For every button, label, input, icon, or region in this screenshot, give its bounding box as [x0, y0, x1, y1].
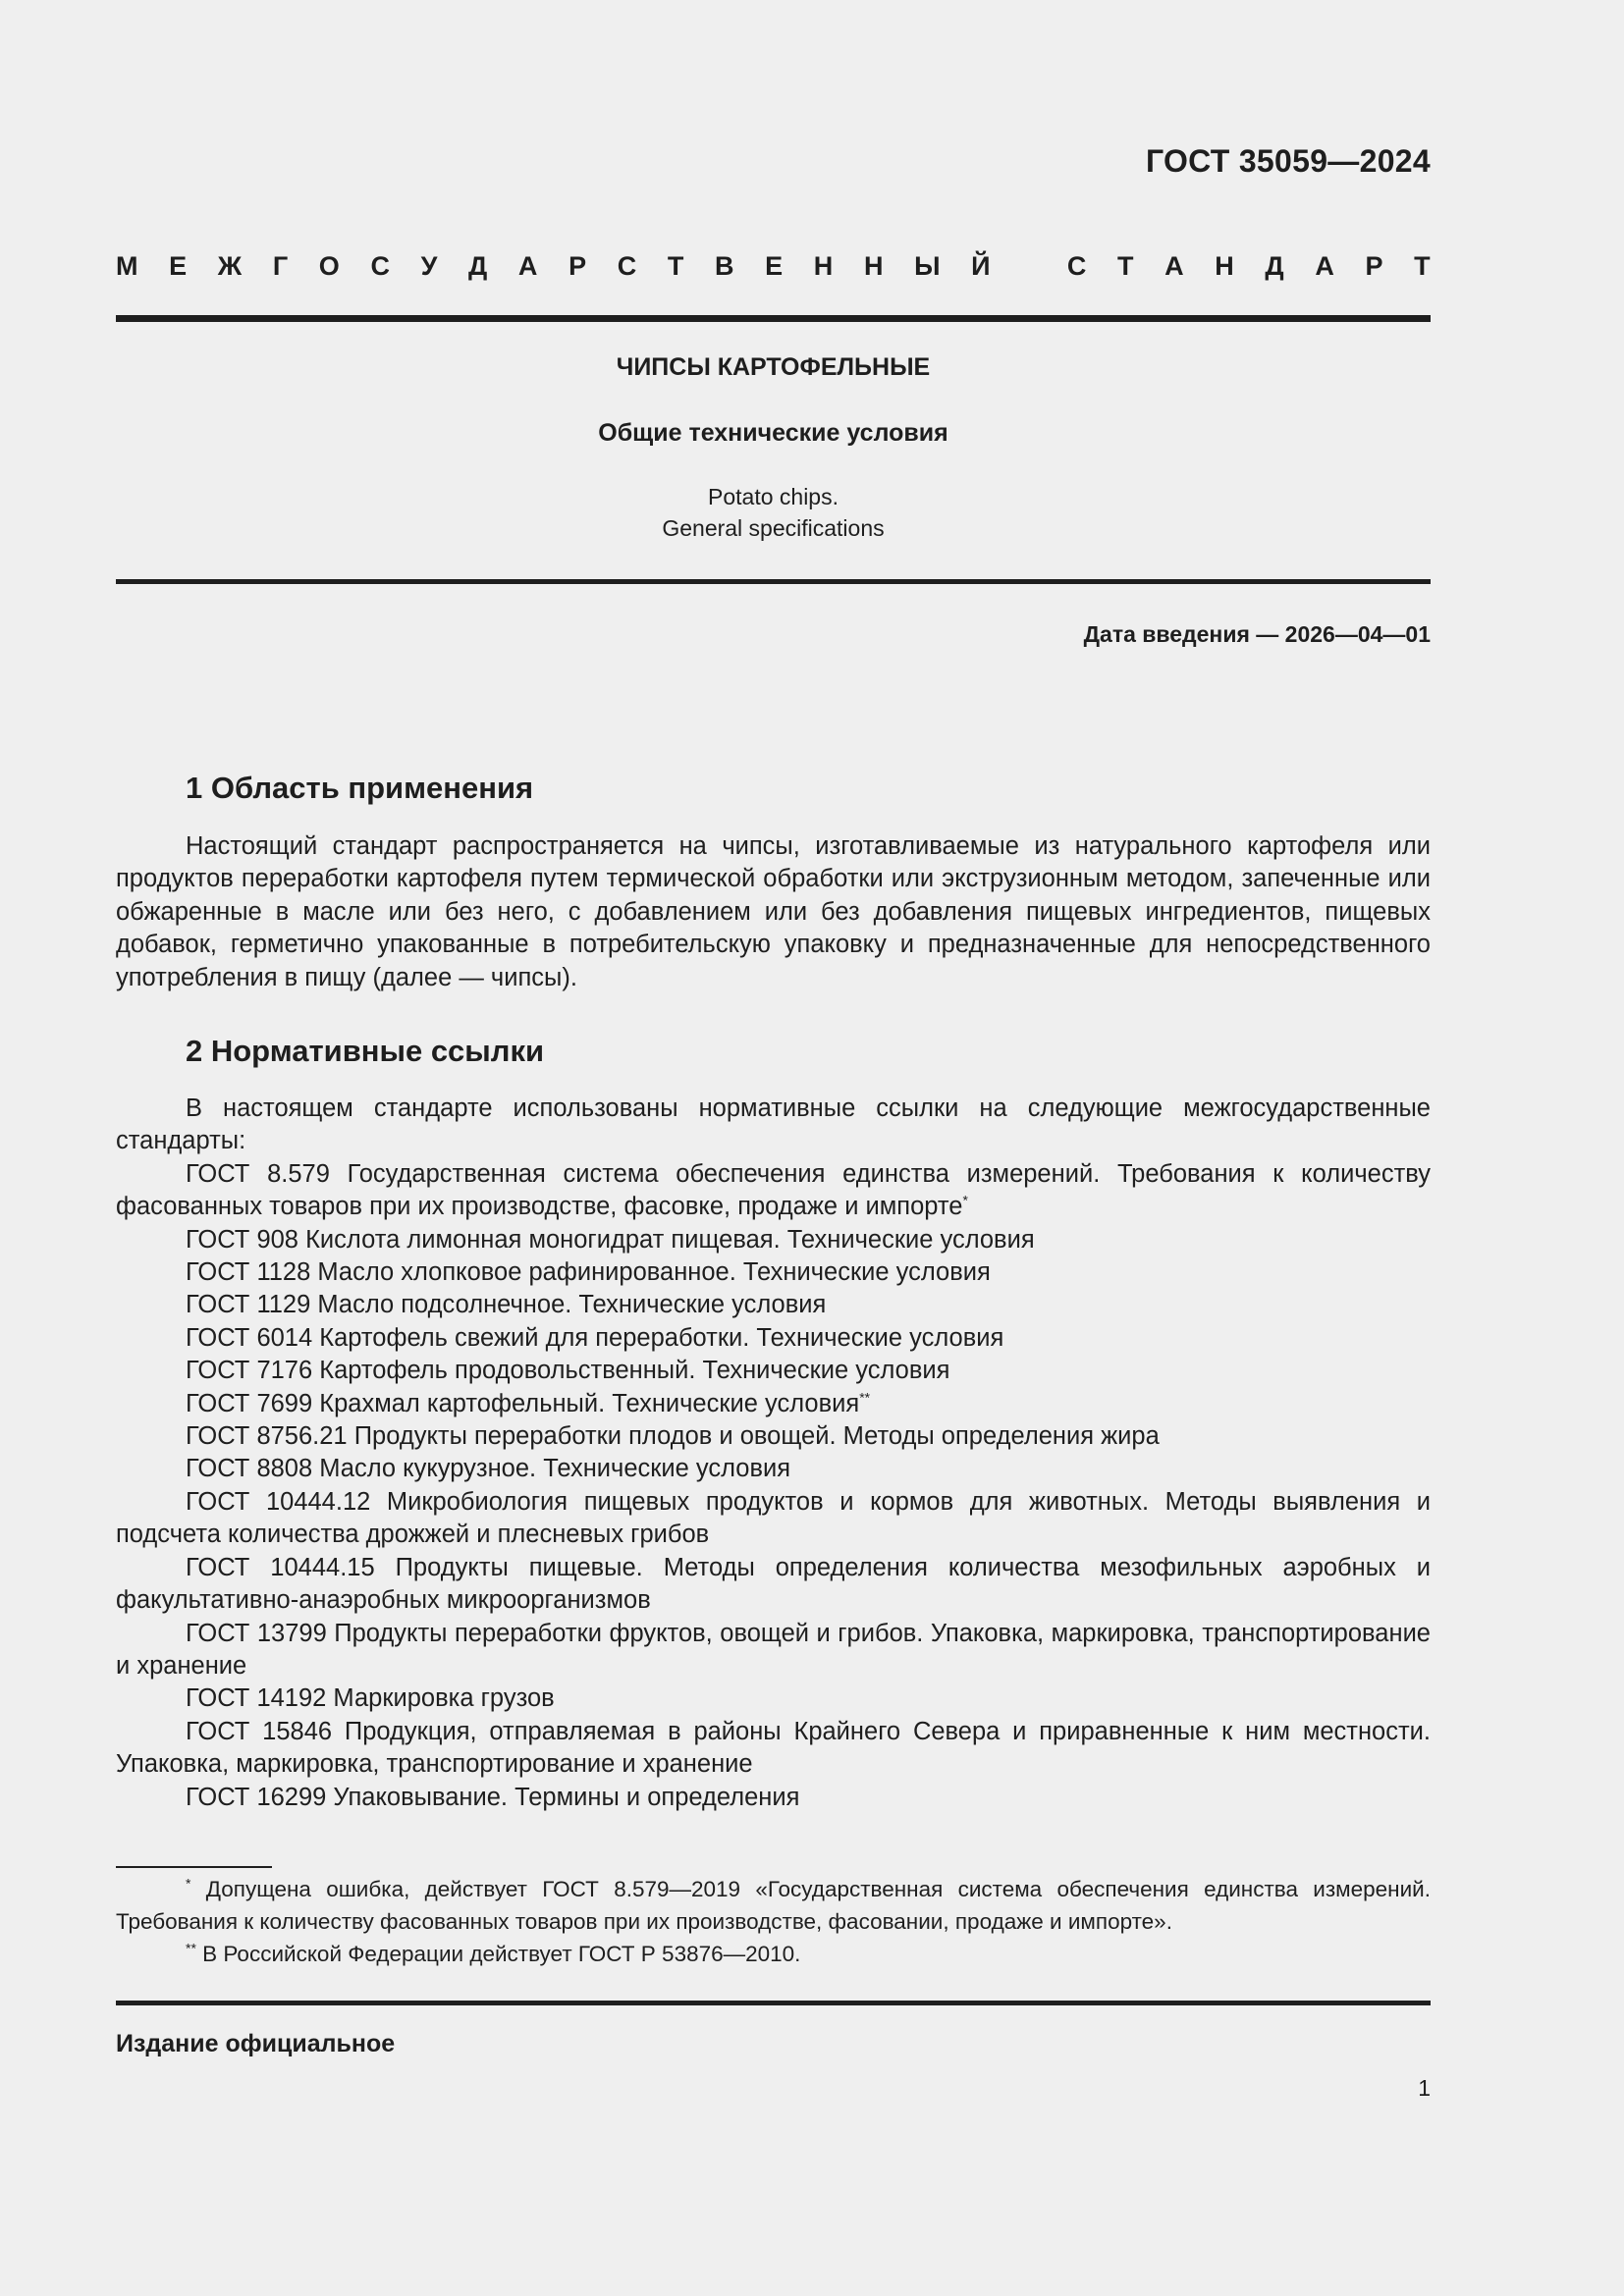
- standard-type-letter: Д: [468, 251, 488, 281]
- standard-type-letter: В: [715, 251, 734, 281]
- reference-item: [116, 1782, 1431, 1814]
- section-2-intro: В настоящем стандарте использованы нормативные ссылки на следующие межгосударственные стандарты:: [116, 1095, 1431, 1155]
- reference-text: ГОСТ 8.579 Государственная система обеспечения единства измерений. Требования к количеству фасованных товаров при их производстве, фасовке, продаже и импорте: [116, 1159, 1431, 1221]
- section-1-heading: 1 Область применения: [186, 771, 534, 805]
- footnote-mark: *: [962, 1192, 968, 1208]
- standard-type-letter: А: [1164, 251, 1184, 281]
- reference-item: [116, 1256, 1431, 1289]
- standard-type-letter: Е: [169, 251, 188, 281]
- standard-type-letter: Н: [813, 251, 834, 281]
- reference-text: ГОСТ 8756.21 Продукты переработки плодов и овощей. Методы определения жира: [186, 1422, 1160, 1451]
- section-1-body: [116, 830, 1431, 994]
- reference-text: ГОСТ 10444.12 Микробиология пищевых продуктов и кормов для животных. Методы выявления и подсчета количества дрожжей и плесневых грибов: [116, 1487, 1431, 1549]
- reference-text: ГОСТ 10444.15 Продукты пищевые. Методы определения количества мезофильных аэробных и факультативно-анаэробных микроорганизмов: [116, 1553, 1431, 1615]
- section-2-heading: 2 Нормативные ссылки: [186, 1034, 545, 1068]
- standard-type-letter: Ж: [217, 251, 243, 281]
- standard-type-letter: А: [517, 251, 538, 281]
- introduction-date: Дата введения — 2026—04—01: [1083, 621, 1431, 647]
- footnotes: [116, 1873, 1431, 1970]
- reference-item: [116, 1420, 1431, 1453]
- reference-text: ГОСТ 16299 Упаковывание. Термины и определения: [186, 1783, 800, 1811]
- reference-item: [116, 1552, 1431, 1618]
- standard-type-letter: С: [617, 251, 637, 281]
- reference-text: ГОСТ 13799 Продукты переработки фруктов, овощей и грибов. Упаковка, маркировка, транспортирование и хранение: [116, 1619, 1431, 1680]
- reference-item: [116, 1682, 1431, 1715]
- reference-item: [116, 1716, 1431, 1782]
- document-title: ЧИПСЫ КАРТОФЕЛЬНЫЕ: [616, 353, 931, 381]
- section-1-paragraph: Настоящий стандарт распространяется на чипсы, изготавливаемые из натурального картофеля или продуктов переработки картофеля путем термической обработки или экструзионным методом, запеченные или обжаренные в масле или без него, с добавлением или без добавления пищевых ингредиентов, пищевых добавок, герметично упакованные в потребительскую упаковку и предназначенные для непосредственного употребления в пищу (далее — чипсы).: [116, 832, 1431, 991]
- english-title-line-2: General specifications: [662, 515, 885, 541]
- footer-rule: [116, 2001, 1431, 2005]
- footnote-item: [116, 1873, 1431, 1938]
- document-subtitle: Общие технические условия: [598, 419, 948, 447]
- standard-type-letter: А: [1315, 251, 1334, 281]
- edition-label: Издание официальное: [116, 2030, 396, 2057]
- english-title-line-1: Potato chips.: [708, 484, 839, 509]
- standard-type-letter: Й: [971, 251, 991, 281]
- footnote-text: Допущена ошибка, действует ГОСТ 8.579—2019 «Государственная система обеспечения единства измерений. Требования к количеству фасованных товаров при их производстве, фасовании, продаже и импорте».: [116, 1877, 1431, 1934]
- reference-text: ГОСТ 7176 Картофель продовольственный. Технические условия: [186, 1357, 950, 1385]
- reference-text: ГОСТ 1129 Масло подсолнечное. Технические условия: [186, 1291, 827, 1319]
- reference-item: [116, 1289, 1431, 1321]
- section-2-body: [116, 1093, 1431, 1814]
- reference-text: ГОСТ 7699 Крахмал картофельный. Технические условия: [186, 1389, 860, 1417]
- reference-text: ГОСТ 908 Кислота лимонная моногидрат пищевая. Технические условия: [186, 1225, 1035, 1254]
- standard-type-letter: Ы: [914, 251, 941, 281]
- standard-type-letter: Г: [272, 251, 289, 281]
- reference-text: ГОСТ 14192 Маркировка грузов: [186, 1684, 555, 1713]
- reference-item: [116, 1158, 1431, 1224]
- header-top-rule: [116, 315, 1431, 322]
- reference-item: [116, 1322, 1431, 1355]
- standard-type-letter: Т: [1117, 251, 1134, 281]
- standard-type-letter: Р: [1365, 251, 1383, 281]
- standard-type-letter: Т: [667, 251, 684, 281]
- standard-type-letter: Е: [765, 251, 784, 281]
- normative-references-list: [116, 1158, 1431, 1814]
- reference-item: [116, 1486, 1431, 1552]
- standard-type-letter: Н: [1215, 251, 1234, 281]
- footnote-item: [116, 1938, 1431, 1970]
- title-bottom-rule: [116, 579, 1431, 584]
- reference-item: [116, 1355, 1431, 1387]
- reference-text: ГОСТ 8808 Масло кукурузное. Технические условия: [186, 1455, 791, 1483]
- standard-type-letter: У: [420, 251, 438, 281]
- footnote-marker: *: [186, 1875, 191, 1892]
- standard-type-letter: М: [116, 251, 138, 281]
- footnote-marker: **: [186, 1940, 196, 1956]
- reference-text: ГОСТ 1128 Масло хлопковое рафинированное. Технические условия: [186, 1258, 991, 1287]
- footnote-text: В Российской Федерации действует ГОСТ Р 53876—2010.: [195, 1942, 801, 1966]
- standard-type-letter: Р: [568, 251, 587, 281]
- document-number: ГОСТ 35059—2024: [1145, 143, 1431, 179]
- reference-text: ГОСТ 15846 Продукция, отправляемая в районы Крайнего Севера и приравненные к ним местности. Упаковка, маркировка, транспортирование и хранение: [116, 1717, 1431, 1779]
- standard-type-heading: [116, 251, 1431, 282]
- english-title: [116, 481, 1431, 544]
- reference-text: ГОСТ 6014 Картофель свежий для переработки. Технические условия: [186, 1323, 1004, 1352]
- footnote-separator: [116, 1866, 272, 1868]
- standard-type-letter: Н: [863, 251, 884, 281]
- standard-type-letter: Д: [1265, 251, 1284, 281]
- standard-type-letter: С: [370, 251, 390, 281]
- reference-item: [116, 1453, 1431, 1485]
- standard-type-letter: С: [1066, 251, 1087, 281]
- reference-item: [116, 1388, 1431, 1420]
- standard-type-letter: Т: [1414, 251, 1431, 281]
- standard-type-letter: О: [318, 251, 340, 281]
- reference-item: [116, 1224, 1431, 1256]
- page-number: 1: [1418, 2075, 1431, 2101]
- standard-type-letter: [1021, 251, 1036, 282]
- footnote-mark: **: [859, 1389, 871, 1406]
- reference-item: [116, 1618, 1431, 1683]
